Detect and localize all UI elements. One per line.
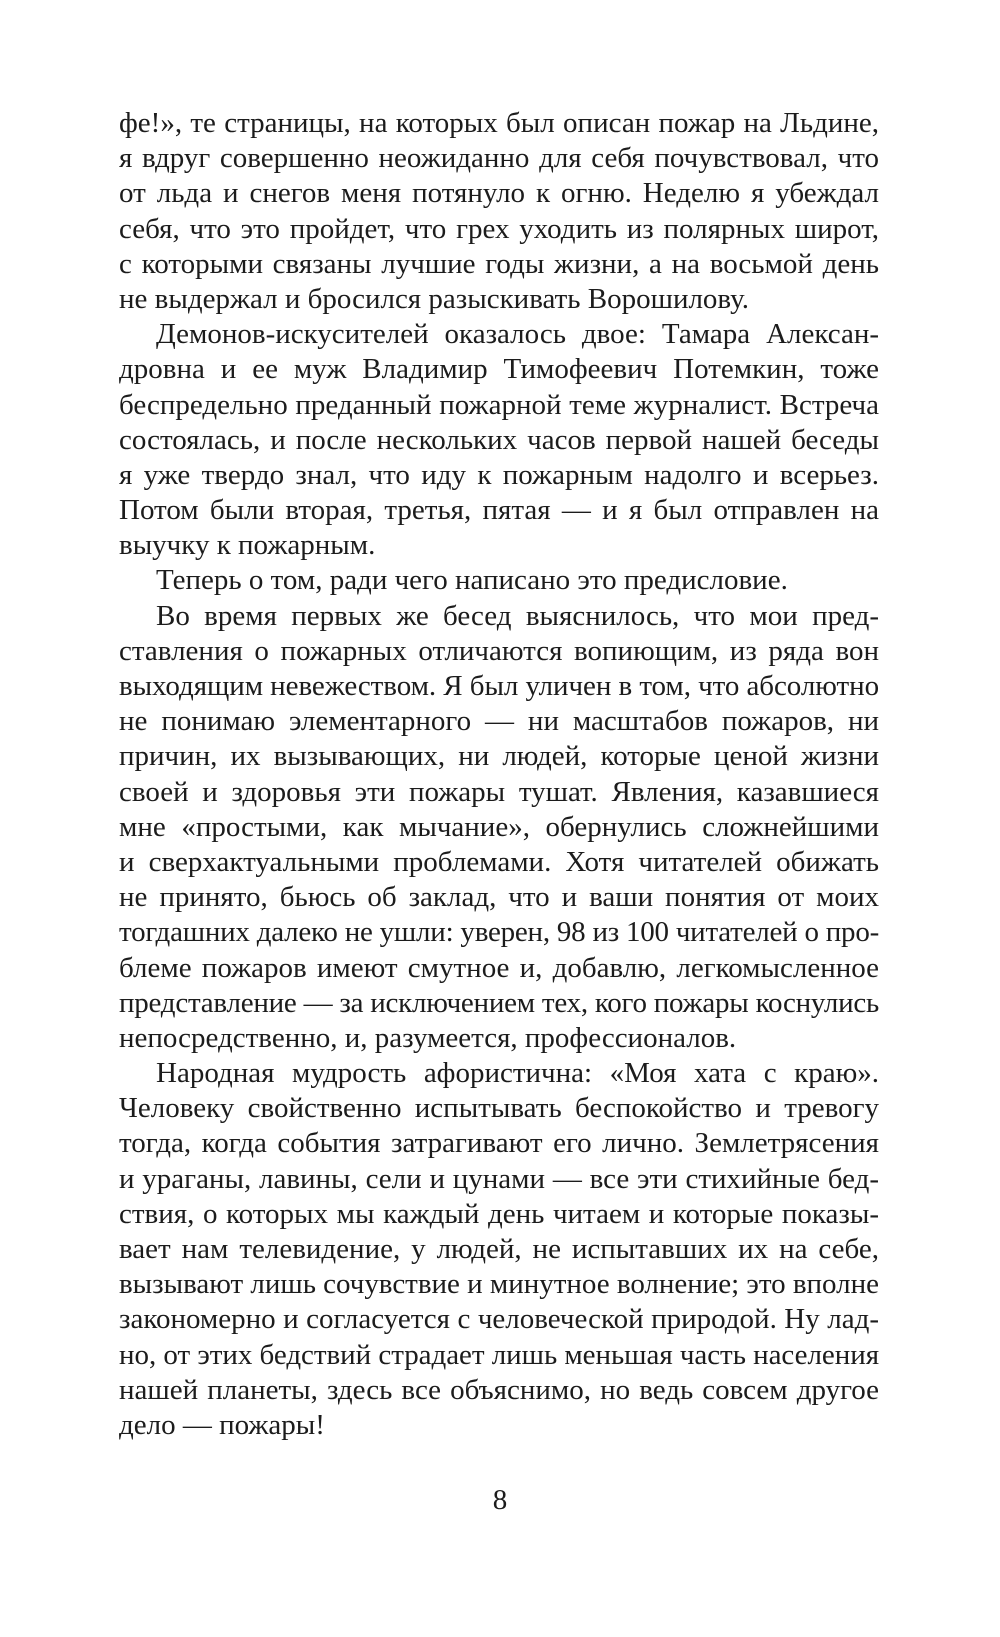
paragraph — [119, 599, 879, 1056]
text-line: закономерно и согласуется с человеческой природой. Ну лад- — [119, 1303, 879, 1336]
text-line: выходящим невежеством. Я был уличен в том, что абсолютно — [119, 670, 880, 702]
text-line: мне «простыми, как мычание», обернулись сложнейшими — [119, 810, 879, 843]
text-line: ставления о пожарных отличаются вопиющим, из ряда вон — [119, 634, 879, 667]
text-line: состоялась, и после нескольких часов первой нашей беседы — [119, 423, 879, 456]
text-line: не принято, бьюсь об заклад, что и ваши понятия от моих — [119, 881, 879, 914]
text-line: дровна и ее муж Владимир Тимофеевич Потемкин, тоже — [119, 353, 879, 386]
text-line: с которыми связаны лучшие годы жизни, а на восьмой день — [119, 247, 879, 280]
text-line: я вдруг совершенно неожиданно для себя почувствовал, что — [119, 142, 879, 175]
text-line: вызывают лишь сочувствие и минутное волнение; это вполне — [119, 1268, 879, 1301]
text-line: тогдашних далеко не ушли: уверен, 98 из 100 читателей о про- — [119, 916, 880, 949]
text-line: беспредельно преданный пожарной теме журналист. Встреча — [119, 388, 879, 421]
text-line: своей и здоровья эти пожары тушат. Явления, казавшиеся — [119, 775, 879, 808]
text-line: я уже твердо знал, что иду к пожарным надолго и всерьез. — [119, 458, 879, 491]
body-text — [119, 106, 879, 1443]
text-line: Человеку свойственно испытывать беспокойство и тревогу — [119, 1092, 879, 1125]
text-line: Народная мудрость афористична: «Моя хата с краю». — [156, 1057, 879, 1090]
text-line: вает нам телевидение, у людей, не испытавших их на себе, — [119, 1233, 879, 1265]
text-line: представление — за исключением тех, кого пожары коснулись — [119, 986, 880, 1019]
text-line: не понимаю элементарного — ни масштабов пожаров, ни — [119, 705, 879, 738]
text-line: Во время первых же бесед выяснилось, что мои пред- — [156, 599, 879, 632]
text-line: блеме пожаров имеют смутное и, добавлю, легкомысленное — [119, 951, 879, 984]
text-line: и ураганы, лавины, сели и цунами — все эти стихийные бед- — [119, 1162, 879, 1195]
text-line: не выдержал и бросился разыскивать Ворошилову. — [119, 282, 749, 315]
paragraph — [119, 1056, 879, 1443]
text-line: от льда и снегов меня потянуло к огню. Неделю я убеждал — [119, 177, 879, 210]
page-number: 8 — [492, 1484, 508, 1516]
text-line: непосредственно, и, разумеется, профессионалов. — [119, 1021, 737, 1054]
text-line: Демонов-искусителей оказалось двое: Тамара Алексан- — [156, 318, 879, 351]
text-line: ствия, о которых мы каждый день читаем и которые показы- — [119, 1197, 879, 1230]
text-line: причин, их вызывающих, ни людей, которые ценой жизни — [119, 740, 879, 773]
paragraph — [119, 317, 879, 563]
paragraph — [119, 563, 879, 598]
text-line: нашей планеты, здесь все объяснимо, но ведь совсем другое — [119, 1373, 879, 1406]
paragraph — [119, 106, 879, 317]
text-line: дело — пожары! — [119, 1408, 325, 1441]
text-line: но, от этих бедствий страдает лишь меньшая часть населения — [119, 1338, 879, 1371]
text-line: Потом были вторая, третья, пятая — и я был отправлен на — [119, 494, 879, 527]
text-line: и сверхактуальными проблемами. Хотя читателей обижать — [119, 845, 879, 878]
text-line: себя, что это пройдет, что грех уходить из полярных широт, — [119, 212, 879, 245]
text-line: тогда, когда события затрагивают его лично. Землетрясения — [119, 1127, 879, 1160]
text-line: фе!», те страницы, на которых был описан пожар на Льдине, — [119, 107, 879, 139]
text-line: выучку к пожарным. — [119, 529, 376, 562]
text-line: Теперь о том, ради чего написано это предисловие. — [156, 564, 788, 597]
